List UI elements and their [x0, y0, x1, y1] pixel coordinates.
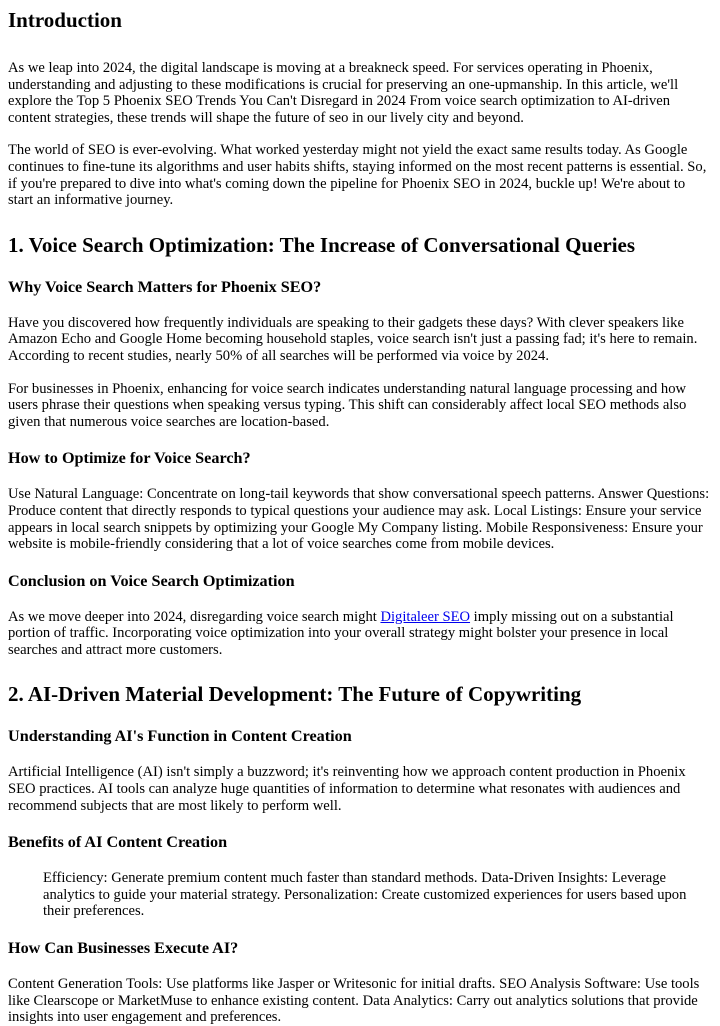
- voice-search-why-paragraph-1: Have you discovered how frequently individuals are speaking to their gadgets these days? With clever speakers like Amazon Echo and Google Home becoming household staples, voice search isn't just a passing fad; it's here to remain. According to recent studies, nearly 50% of all searches will be performed via voice by 2024.: [8, 314, 698, 364]
- voice-search-conclusion-paragraph: [8, 609, 712, 659]
- conclusion-text-before-link: As we move deeper into 2024, disregarding voice search might: [8, 608, 381, 625]
- ai-understanding-heading: Understanding AI's Function in Content Creation: [8, 727, 352, 746]
- ai-understanding-paragraph: Artificial Intelligence (AI) isn't simply a buzzword; it's reinventing how we approach content production in Phoenix SEO practices. AI tools can analyze huge quantities of information to determine what resonates with audiences and recommend subjects that are most likely to perform well.: [8, 764, 686, 814]
- voice-search-how-heading: How to Optimize for Voice Search?: [8, 449, 251, 468]
- voice-search-why-paragraph-2: For businesses in Phoenix, enhancing for voice search indicates understanding natural language processing and how users phrase their questions when speaking versus typing. This shift can considerably affect local SEO methods also given that numerous voice searches are location-based.: [8, 380, 687, 430]
- conclusion-text-after-link: imply missing out on a substantial portion of traffic. Incorporating voice optimization into your overall strategy might bolster your presence in local searches and attract more customers.: [8, 608, 674, 658]
- ai-benefits-heading: Benefits of AI Content Creation: [8, 833, 228, 852]
- article: [0, 8, 720, 1026]
- digitaleer-seo-link[interactable]: Digitaleer SEO: [380, 608, 471, 625]
- ai-benefits-list: Efficiency: Generate premium content much faster than standard methods. Data-Driven Insights: Leverage analytics to guide your material strategy. Personalization: Create customized experiences for users based upon their preferences.: [43, 870, 687, 920]
- voice-search-why-heading: Why Voice Search Matters for Phoenix SEO?: [8, 277, 322, 296]
- section-2-title: 2. AI-Driven Material Development: The Future of Copywriting: [8, 682, 582, 707]
- intro-paragraph-1: As we leap into 2024, the digital landscape is moving at a breakneck speed. For services operating in Phoenix, understanding and adjusting to these modifications is crucial for preserving an one-upmanship. In this article, we'll explore the Top 5 Phoenix SEO Trends You Can't Disregard in 2024 From voice search optimization to AI-driven content strategies, these trends will shape the future of seo in our lively city and beyond.: [8, 60, 679, 126]
- voice-search-conclusion-heading: Conclusion on Voice Search Optimization: [8, 571, 295, 590]
- intro-heading: Introduction: [8, 8, 122, 32]
- intro-paragraph-2: The world of SEO is ever-evolving. What worked yesterday might not yield the exact same results today. As Google continues to fine-tune its algorithms and user habits shifts, staying informed on the most recent patterns is essential. So, if you're prepared to dive into what's coming down the pipeline for Phoenix SEO in 2024, buckle up! We're about to start an informative journey.: [8, 142, 707, 209]
- ai-execute-paragraph: Content Generation Tools: Use platforms like Jasper or Writesonic for initial drafts. SEO Analysis Software: Use tools like Clearscope or MarketMuse to enhance existing content. Data Analytics: Carry out analytics solutions that provide insights into user engagement and preferences.: [8, 976, 700, 1026]
- ai-execute-heading: How Can Businesses Execute AI?: [8, 939, 239, 958]
- section-1-title: 1. Voice Search Optimization: The Increase of Conversational Queries: [8, 232, 636, 257]
- voice-search-how-paragraph: Use Natural Language: Concentrate on long-tail keywords that show conversational speech patterns. Answer Questions: Produce content that directly responds to typical questions your audience may ask. Local Listings: Ensure your service appears in local search snippets by optimizing your Google My Company listing. Mobile Responsiveness: Ensure your website is mobile-friendly considering that a lot of voice searches come from mobile devices.: [8, 486, 710, 553]
